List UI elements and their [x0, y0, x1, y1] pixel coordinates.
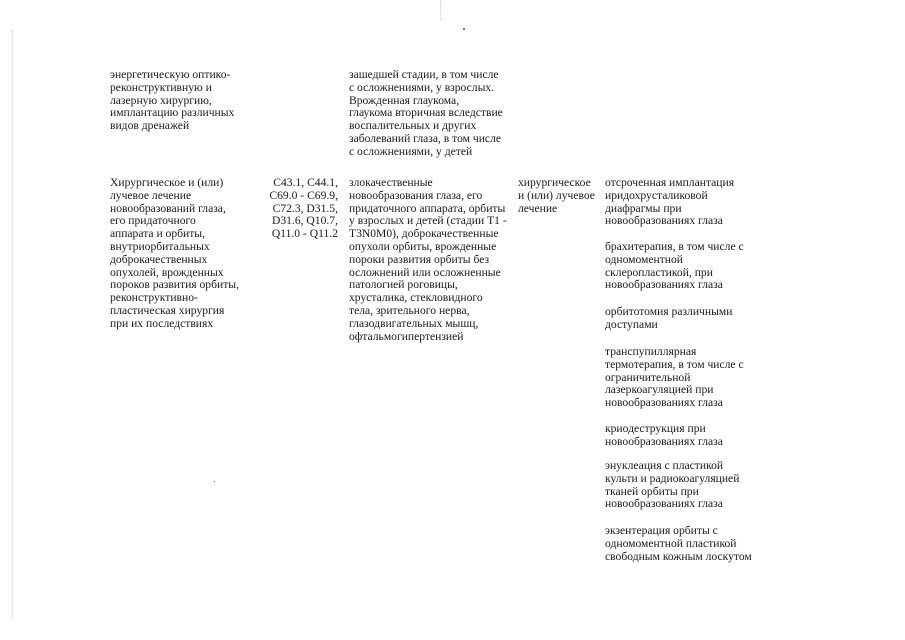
method-cell — [110, 177, 260, 331]
text-line: Хирургическое и (или) — [110, 176, 224, 189]
text-line: лечение — [518, 201, 558, 215]
text-line: C72.3, D31.5, — [272, 201, 338, 215]
text-line: T3N0M0), доброкачественные — [349, 227, 499, 241]
text-line: тканей орбиты при — [605, 484, 699, 498]
text-line: доступами — [605, 317, 658, 331]
scan-speck — [214, 481, 215, 482]
scan-speck — [463, 28, 465, 30]
icd-codes-cell — [258, 177, 338, 241]
text-line: C43.1, C44.1, — [273, 176, 338, 189]
text-line: глаукома вторичная вследствие — [349, 106, 503, 120]
text-line: лазерную хирургию, — [110, 93, 212, 107]
text-line: новообразованиях глаза — [605, 278, 723, 292]
text-line: хирургическое — [518, 176, 591, 189]
text-line: экзентерация орбиты с — [605, 524, 718, 537]
text-line: видов дренажей — [110, 119, 190, 133]
text-line: реконструктивно- — [110, 291, 198, 305]
text-line: опухолей, врожденных — [110, 265, 224, 279]
text-line: Врожденная глаукома, — [349, 93, 460, 107]
treatment-type-cell — [518, 177, 603, 215]
text-line: склеропластикой, при — [605, 265, 713, 279]
text-line: энуклеация с пластикой — [605, 459, 724, 472]
text-line: пороков развития орбиты, — [110, 278, 239, 292]
text-line: Q11.0 - Q11.2 — [271, 227, 338, 241]
text-line: у взрослых и детей (стадии T1 - — [349, 214, 507, 228]
text-line: аппарата и орбиты, — [110, 227, 205, 241]
text-line: внутриорбитальных — [110, 239, 210, 253]
text-line: с осложнениями, у детей — [349, 144, 473, 158]
treatment-method-block — [605, 346, 770, 410]
text-line: культи и радиокоагуляцией — [605, 471, 740, 485]
text-line: хрусталика, стекловидного — [349, 291, 483, 305]
treatment-method-block — [605, 306, 770, 332]
treatment-method-block — [605, 423, 770, 449]
text-line: D31.6, Q10.7, — [271, 214, 338, 228]
scan-fold-mark — [440, 0, 442, 20]
treatment-method-block — [605, 460, 770, 511]
scan-edge-mark — [12, 30, 14, 620]
text-line: воспалительных и других — [349, 119, 477, 133]
method-cell — [110, 69, 260, 133]
text-line: заболеваний глаза, в том числе — [349, 131, 502, 145]
text-line: придаточного аппарата, орбиты — [349, 201, 506, 215]
text-line: одномоментной пластикой — [605, 536, 737, 550]
text-line: криодеструкция при — [605, 422, 706, 435]
text-line: его придаточного — [110, 214, 196, 228]
text-line: зашедшей стадии, в том числе — [349, 68, 499, 81]
text-line: отсроченная имплантация — [605, 176, 735, 189]
text-line: иридохрусталиковой — [605, 188, 708, 202]
text-line: новообразованиях глаза — [605, 214, 723, 228]
diagnosis-cell — [349, 69, 517, 159]
text-line: офтальмогипертензией — [349, 329, 464, 343]
text-line: брахитерапия, в том числе с — [605, 240, 744, 253]
diagnosis-cell — [349, 177, 517, 343]
text-line: C69.0 - C69.9, — [269, 188, 338, 202]
text-line: глазодвигательных мышц, — [349, 316, 479, 330]
text-line: имплантацию различных — [110, 106, 235, 120]
text-line: при их последствиях — [110, 316, 214, 330]
text-line: термотерапия, в том числе с — [605, 357, 744, 371]
text-line: пороки развития орбиты без — [349, 252, 490, 266]
text-line: новообразования глаза, его — [349, 188, 483, 202]
treatment-method-block — [605, 177, 770, 228]
treatment-method-block — [605, 525, 770, 563]
text-line: энергетическую оптико- — [110, 68, 231, 81]
text-line: новообразований глаза, — [110, 201, 226, 215]
text-line: новообразованиях глаза — [605, 497, 723, 511]
text-line: лазеркоагуляцией при — [605, 383, 714, 397]
text-line: ограничительной — [605, 370, 691, 384]
text-line: пластическая хирургия — [110, 303, 225, 317]
text-line: тела, зрительного нерва, — [349, 303, 470, 317]
text-line: злокачественные — [349, 176, 433, 189]
text-line: свободным кожным лоскутом — [605, 549, 752, 563]
text-line: доброкачественных — [110, 252, 208, 266]
text-line: реконструктивную и — [110, 80, 212, 94]
text-line: осложнений или осложненные — [349, 265, 501, 279]
text-line: опухоли орбиты, врожденные — [349, 239, 497, 253]
treatment-method-block — [605, 241, 770, 292]
text-line: транспупиллярная — [605, 345, 697, 358]
text-line: патологией роговицы, — [349, 278, 458, 292]
text-line: одномоментной — [605, 252, 684, 266]
text-line: новообразованиях глаза — [605, 396, 723, 410]
text-line: лучевое лечение — [110, 188, 192, 202]
text-line: и (или) лучевое — [518, 188, 595, 202]
text-line: диафрагмы при — [605, 201, 682, 215]
text-line: с осложнениями, у взрослых. — [349, 80, 495, 94]
text-line: орбитотомия различными — [605, 305, 733, 318]
text-line: новообразованиях глаза — [605, 434, 723, 448]
